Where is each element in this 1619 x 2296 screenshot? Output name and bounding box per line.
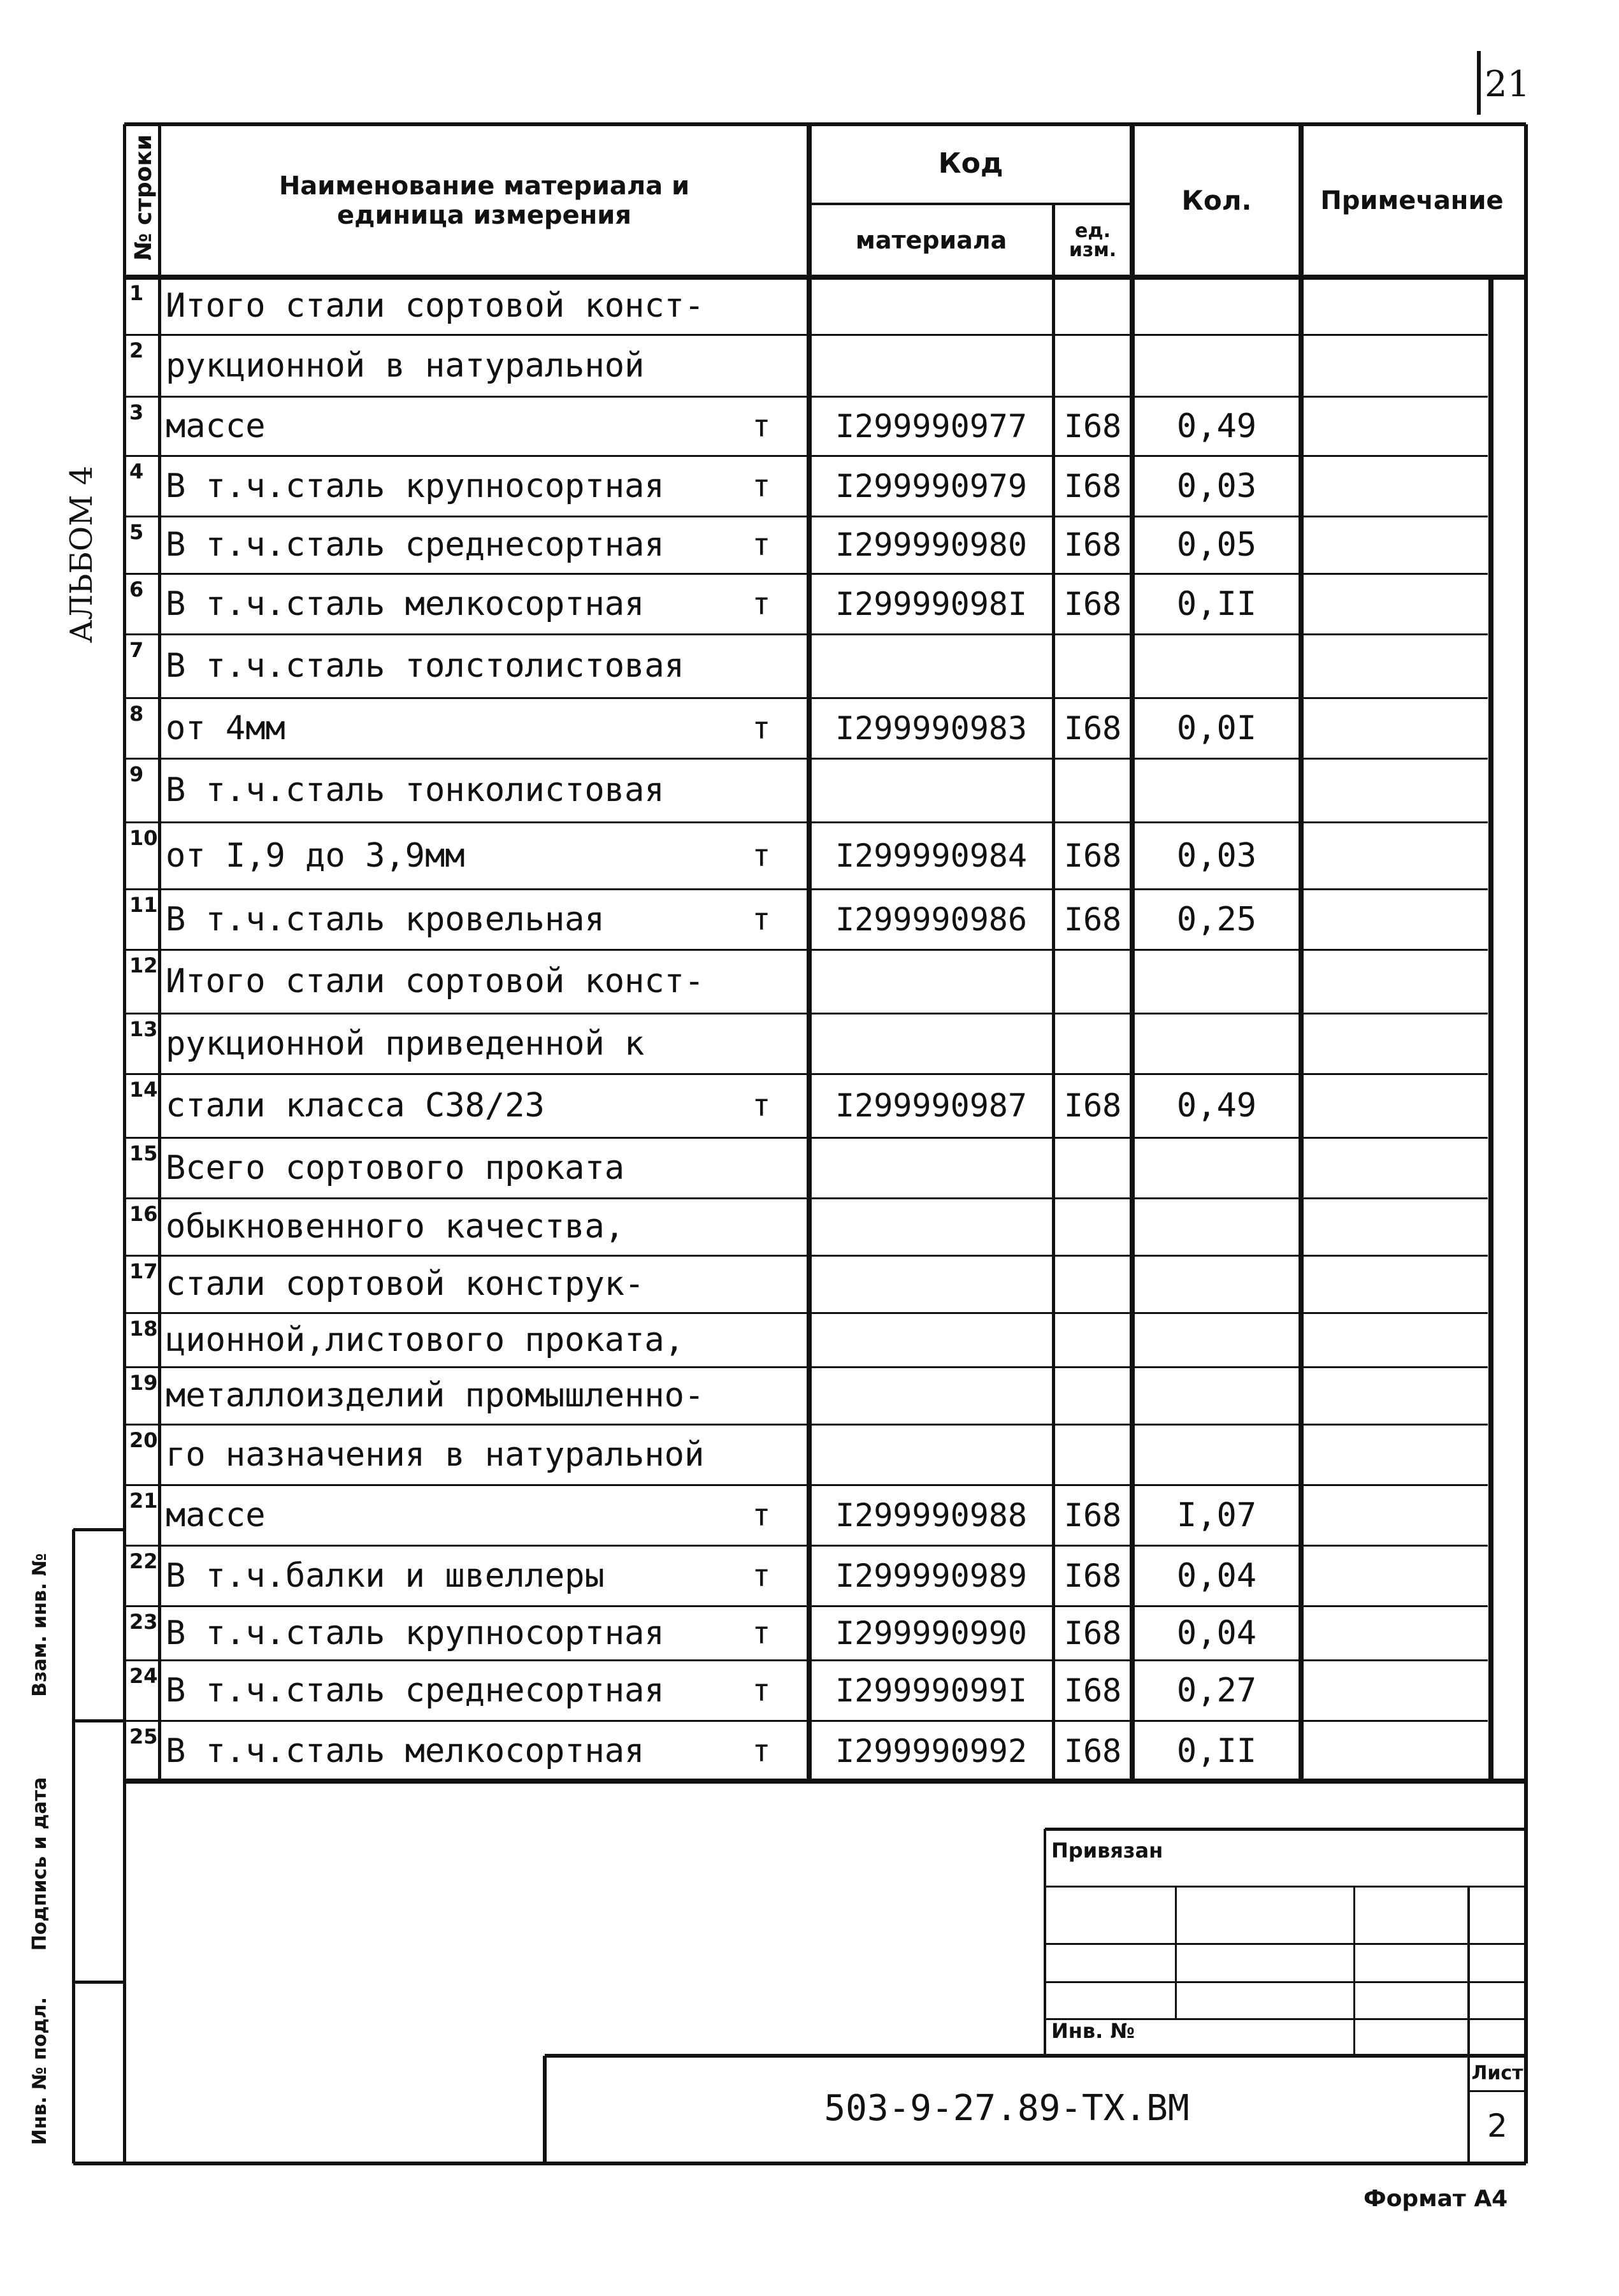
row-unit xyxy=(733,949,790,1013)
title-rule xyxy=(1045,1981,1526,1983)
row-number: 14 xyxy=(129,1078,158,1102)
row-number: 18 xyxy=(129,1317,158,1341)
row-unit-code: I68 xyxy=(1063,1671,1122,1709)
row-material-code xyxy=(809,1424,1053,1485)
row-unit xyxy=(733,1313,790,1367)
row-unit xyxy=(733,335,790,396)
row-quantity xyxy=(1132,1313,1301,1367)
header-code: Код xyxy=(938,147,1004,180)
row-unit xyxy=(733,1198,790,1255)
row-quantity xyxy=(1132,335,1301,396)
row-unit-code: I68 xyxy=(1063,407,1122,445)
row-unit: т xyxy=(752,1557,771,1594)
row-unit: т xyxy=(752,1497,771,1533)
row-number: 6 xyxy=(129,577,144,602)
row-unit-code xyxy=(1053,634,1132,698)
row-unit xyxy=(733,634,790,698)
row-description: от 4мм xyxy=(166,709,285,747)
page-number: 21 xyxy=(1485,64,1530,105)
row-unit: т xyxy=(752,901,771,937)
stamp-inv-podl: Инв. № подл. xyxy=(29,1996,51,2146)
row-unit: т xyxy=(752,1672,771,1708)
row-unit: т xyxy=(752,837,771,874)
frame-right xyxy=(1524,124,1528,2163)
title-inv-no: Инв. № xyxy=(1051,2019,1135,2043)
row-description: В т.ч.сталь толстолистовая xyxy=(166,647,684,685)
row-number: 21 xyxy=(129,1489,158,1513)
row-quantity xyxy=(1132,1367,1301,1424)
row-unit-code: I68 xyxy=(1063,1614,1122,1652)
row-quantity: 0,05 xyxy=(1176,526,1257,564)
row-material-code xyxy=(809,1255,1053,1313)
row-material-code: I29999098I xyxy=(835,585,1028,623)
stamp-rule xyxy=(73,1981,124,1984)
row-quantity xyxy=(1132,1424,1301,1485)
row-description: стали класса С38/23 xyxy=(166,1087,545,1125)
row-description: В т.ч.сталь крупносортная xyxy=(166,466,665,505)
row-material-code: I299990989 xyxy=(835,1557,1028,1594)
row-description: Всего сортового проката xyxy=(166,1148,625,1187)
row-quantity xyxy=(1132,277,1301,335)
row-quantity xyxy=(1132,949,1301,1013)
stamp-left-edge xyxy=(72,1529,75,2163)
row-unit-code xyxy=(1053,1137,1132,1198)
album-label: АЛЬБОМ 4 xyxy=(64,465,99,644)
row-material-code xyxy=(809,1013,1053,1074)
row-unit-code: I68 xyxy=(1063,585,1122,623)
stamp-rule xyxy=(73,1719,124,1722)
row-unit: т xyxy=(752,408,771,444)
row-material-code: I299990983 xyxy=(835,709,1028,747)
title-rule xyxy=(1353,1886,1355,2056)
row-material-code xyxy=(809,634,1053,698)
row-description: обыкновенного качества, xyxy=(166,1208,625,1246)
row-unit: т xyxy=(752,1615,771,1651)
stamp-podpis-data: Подпись и дата xyxy=(29,1777,51,1951)
row-number: 11 xyxy=(129,893,158,917)
row-quantity: 0,II xyxy=(1176,1731,1257,1770)
row-unit-code xyxy=(1053,949,1132,1013)
row-quantity xyxy=(1132,1137,1301,1198)
row-quantity: 0,49 xyxy=(1176,407,1257,445)
row-description: рукционной приведенной к xyxy=(166,1024,645,1063)
row-unit-code xyxy=(1053,335,1132,396)
row-unit-code: I68 xyxy=(1063,1496,1122,1534)
row-number: 15 xyxy=(129,1141,158,1166)
row-number: 5 xyxy=(129,520,144,544)
stamp-vzam-inv: Взам. инв. № xyxy=(29,1553,51,1697)
row-unit-code: I68 xyxy=(1063,837,1122,874)
row-description: В т.ч.сталь мелкосортная xyxy=(166,584,645,623)
row-number: 19 xyxy=(129,1371,158,1395)
row-material-code xyxy=(809,1313,1053,1367)
row-quantity xyxy=(1132,634,1301,698)
row-unit-code xyxy=(1053,1013,1132,1074)
row-unit: т xyxy=(752,468,771,504)
row-material-code: I299990988 xyxy=(835,1496,1028,1534)
row-material-code xyxy=(809,1137,1053,1198)
row-quantity: 0,25 xyxy=(1176,900,1257,939)
row-quantity: 0,03 xyxy=(1176,466,1257,505)
row-number: 16 xyxy=(129,1202,158,1226)
row-unit-code xyxy=(1053,277,1132,335)
row-description: Итого стали сортовой конст- xyxy=(166,962,705,1000)
row-description: массе xyxy=(166,1496,266,1534)
row-unit: т xyxy=(752,1088,771,1123)
row-unit-code: I68 xyxy=(1063,900,1122,938)
row-unit: т xyxy=(752,1733,771,1769)
row-number: 3 xyxy=(129,400,144,424)
row-description: го назначения в натуральной xyxy=(166,1435,705,1474)
row-unit-code: I68 xyxy=(1063,467,1122,505)
row-number: 7 xyxy=(129,638,144,662)
row-material-code xyxy=(809,277,1053,335)
row-number: 2 xyxy=(129,338,144,363)
row-description: В т.ч.сталь среднесортная xyxy=(166,526,665,564)
row-unit-code: I68 xyxy=(1063,1087,1122,1124)
row-material-code xyxy=(809,949,1053,1013)
header-qty: Кол. xyxy=(1181,184,1252,216)
sheet-label: Лист xyxy=(1471,2062,1523,2084)
row-number: 25 xyxy=(129,1724,158,1749)
header-code-material: материала xyxy=(855,226,1007,254)
row-description: металлоизделий промышленно- xyxy=(166,1376,705,1415)
title-rule xyxy=(1045,1886,1526,1888)
row-material-code: I299990986 xyxy=(835,900,1028,938)
title-rule xyxy=(1045,1828,1526,1831)
row-description: стали сортовой конструк- xyxy=(166,1265,645,1303)
row-unit-code: I68 xyxy=(1063,709,1122,747)
row-material-code xyxy=(809,335,1053,396)
header-code-unit: ед. изм. xyxy=(1069,219,1117,261)
row-quantity: 0,II xyxy=(1176,584,1257,623)
header-row-number: № строки xyxy=(131,134,157,261)
header-note: Примечание xyxy=(1320,186,1504,215)
row-unit-code xyxy=(1053,1198,1132,1255)
row-quantity xyxy=(1132,758,1301,822)
row-number: 24 xyxy=(129,1664,158,1688)
row-unit xyxy=(733,1424,790,1485)
row-description: ционной,листового проката, xyxy=(166,1320,684,1359)
row-unit xyxy=(733,1013,790,1074)
row-description: от I,9 до 3,9мм xyxy=(166,836,465,875)
row-unit xyxy=(733,758,790,822)
row-material-code: I299990979 xyxy=(835,467,1028,505)
row-material-code: I299990990 xyxy=(835,1614,1028,1652)
row-material-code: I299990992 xyxy=(835,1732,1028,1770)
title-rule xyxy=(1045,1943,1526,1945)
row-description: В т.ч.сталь тонколистовая xyxy=(166,771,665,809)
row-quantity xyxy=(1132,1255,1301,1313)
row-material-code: I299990984 xyxy=(835,837,1028,874)
row-unit-code xyxy=(1053,1424,1132,1485)
row-quantity: 0,49 xyxy=(1176,1087,1257,1125)
stamp-rule xyxy=(73,1528,124,1531)
title-privyazan: Привязан xyxy=(1051,1838,1163,1863)
row-number: 17 xyxy=(129,1259,158,1283)
row-unit-code xyxy=(1053,758,1132,822)
row-description: рукционной в натуральной xyxy=(166,346,645,385)
title-rule xyxy=(1175,1886,1177,2019)
frame-bottom xyxy=(73,2162,1526,2165)
row-number: 8 xyxy=(129,702,144,726)
row-number: 4 xyxy=(129,459,144,484)
row-quantity: 0,04 xyxy=(1176,1614,1257,1652)
page-number-bracket xyxy=(1477,51,1481,115)
row-number: 9 xyxy=(129,762,144,786)
row-quantity: 0,04 xyxy=(1176,1556,1257,1595)
row-unit-code xyxy=(1053,1255,1132,1313)
row-quantity: 0,03 xyxy=(1176,836,1257,875)
row-number: 10 xyxy=(129,826,158,850)
sheet-number: 2 xyxy=(1487,2107,1507,2144)
row-material-code: I299990987 xyxy=(835,1087,1028,1124)
row-number: 20 xyxy=(129,1428,158,1452)
row-unit: т xyxy=(752,710,771,746)
row-number: 1 xyxy=(129,281,144,305)
row-material-code xyxy=(809,1367,1053,1424)
row-number: 12 xyxy=(129,953,158,978)
row-quantity: 0,27 xyxy=(1176,1671,1257,1710)
row-material-code xyxy=(809,1198,1053,1255)
row-material-code: I299990977 xyxy=(835,407,1028,445)
row-description: В т.ч.сталь среднесортная xyxy=(166,1671,665,1710)
row-number: 23 xyxy=(129,1610,158,1634)
row-unit: т xyxy=(752,527,771,563)
row-unit-code: I68 xyxy=(1063,1557,1122,1594)
row-description: В т.ч.сталь кровельная xyxy=(166,900,605,939)
row-quantity xyxy=(1132,1013,1301,1074)
format-label: Формат А4 xyxy=(1364,2186,1508,2212)
row-quantity xyxy=(1132,1198,1301,1255)
row-unit-code xyxy=(1053,1367,1132,1424)
row-description: В т.ч.балки и швеллеры xyxy=(166,1556,605,1595)
row-unit xyxy=(733,1255,790,1313)
row-description: В т.ч.сталь крупносортная xyxy=(166,1614,665,1652)
col-note-right xyxy=(1488,277,1493,1781)
row-unit: т xyxy=(752,586,771,622)
row-unit xyxy=(733,277,790,335)
row-description: В т.ч.сталь мелкосортная xyxy=(166,1731,645,1770)
row-unit-code: I68 xyxy=(1063,526,1122,563)
document-code: 503-9-27.89-ТХ.ВМ xyxy=(824,2088,1190,2129)
row-unit xyxy=(733,1367,790,1424)
row-description: Итого стали сортовой конст- xyxy=(166,287,705,325)
row-unit-code: I68 xyxy=(1063,1732,1122,1770)
row-material-code: I29999099I xyxy=(835,1671,1028,1709)
row-number: 22 xyxy=(129,1549,158,1573)
row-number: 13 xyxy=(129,1017,158,1041)
row-unit-code xyxy=(1053,1313,1132,1367)
header-name: Наименование материала и единица измерения xyxy=(278,171,690,230)
row-material-code xyxy=(809,758,1053,822)
row-quantity: 0,0I xyxy=(1176,709,1257,747)
row-description: массе xyxy=(166,407,266,445)
row-unit xyxy=(733,1137,790,1198)
row-quantity: I,07 xyxy=(1176,1496,1257,1534)
row-material-code: I299990980 xyxy=(835,526,1028,563)
